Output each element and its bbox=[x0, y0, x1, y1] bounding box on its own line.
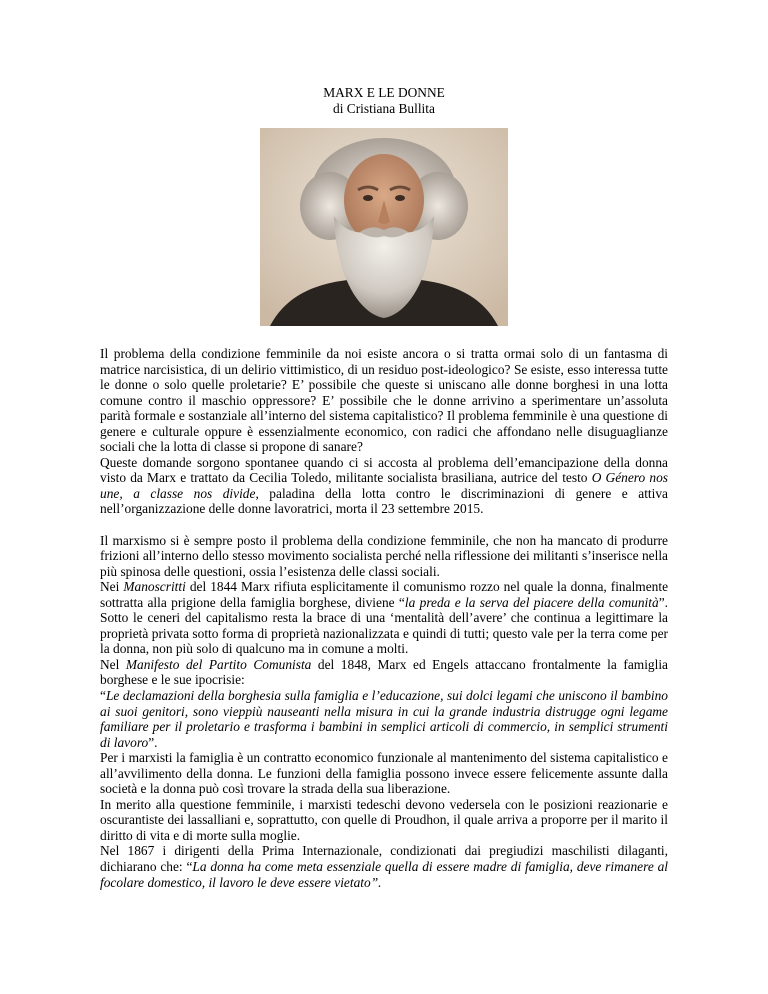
paragraph: Nel 1867 i dirigenti della Prima Internazionale, condizionati dai pregiudizi maschilisti dilaganti, dichiarano che: “La donna ha come meta essenziale quella di essere madre di famiglia, deve rimanere al focolare domestico, il lavoro le deve essere vietato”. bbox=[100, 843, 668, 890]
paragraph: Il problema della condizione femminile da noi esiste ancora o si tratta ormai solo di un fantasma di matrice narcisistica, di un delirio vittimistico, di un residuo post-ideologico? Se esiste, esso interessa tutte le donne o solo quelle proletarie? E’ possibile che queste si uniscano alle donne borghesi in una lotta comune contro il maschio oppressore? E’ possibile che le donne arrivino a sperimentare un’assoluta parità formale e sostanziale all’interno del sistema capitalistico? Il problema femminile è una questione di genere e culturale oppure è essenzialmente economico, con radici che affondano nelle disuguaglianze sociali che la lotta di classe si propone di sanare? bbox=[100, 346, 668, 455]
paragraph: Il marxismo si è sempre posto il problema della condizione femminile, che non ha mancato di produrre frizioni all’interno dello stesso movimento socialista perché nella riflessione dei militanti s’inserisce nella più spinosa delle questioni, ossia l’esistenza delle classi sociali. bbox=[100, 532, 668, 579]
document-header bbox=[0, 85, 768, 116]
document-author: di Cristiana Bullita bbox=[333, 100, 435, 116]
quote-paragraph: “Le declamazioni della borghesia sulla famiglia e l’educazione, sui dolci legami che uniscono il bambino ai suoi genitori, sono vieppiù nauseanti nella misura in cui la grande industria distrugge ogni legame familiare per il proletario e trasforma i bambini in semplici articoli di commercio, in semplici strumenti di lavoro”. bbox=[100, 687, 668, 750]
article-body bbox=[100, 346, 668, 890]
portrait-photo bbox=[260, 128, 508, 326]
document-title: MARX E LE DONNE bbox=[323, 85, 445, 100]
paragraph: In merito alla questione femminile, i marxisti tedeschi devono vedersela con le posizioni reazionarie e oscurantiste dei lassalliani e, soprattutto, con quelle di Proudhon, il quale arriva a proporre per il marito il diritto di vita e di morte sulla moglie. bbox=[100, 796, 668, 843]
paragraph: Queste domande sorgono spontanee quando ci si accosta al problema dell’emancipazione della donna visto da Marx e trattato da Cecilia Toledo, militante socialista brasiliana, autrice del testo O Género nos une, a classe nos divide, paladina della lotta contro le discriminazioni di genere e attiva nell’organizzazione delle donne lavoratrici, morta il 23 settembre 2015. bbox=[100, 454, 668, 517]
paragraph: Nel Manifesto del Partito Comunista del 1848, Marx ed Engels attaccano frontalmente la famiglia borghese e le sue ipocrisie: bbox=[100, 656, 668, 688]
paragraph: Per i marxisti la famiglia è un contratto economico funzionale al mantenimento del sistema capitalistico e all’avvilimento della donna. Le funzioni della famiglia possono invece essere felicemente assunte dalla società e la donna può così trovare la strada della sua liberazione. bbox=[100, 750, 668, 797]
paragraph: Nei Manoscritti del 1844 Marx rifiuta esplicitamente il comunismo rozzo nel quale la donna, finalmente sottratta alla prigione della famiglia borghese, diviene “la preda e la serva del piacere della comunità”. Sotto le ceneri del capitalismo resta la brace di una ‘mentalità dell’avere’ che continua a legittimare la proprietà privata sotto forma di proprietà nazionalizzata e quindi di tutti; questo vale per la terra come per la donna, non più solo di qualcuno ma in comune a molti. bbox=[100, 579, 669, 657]
